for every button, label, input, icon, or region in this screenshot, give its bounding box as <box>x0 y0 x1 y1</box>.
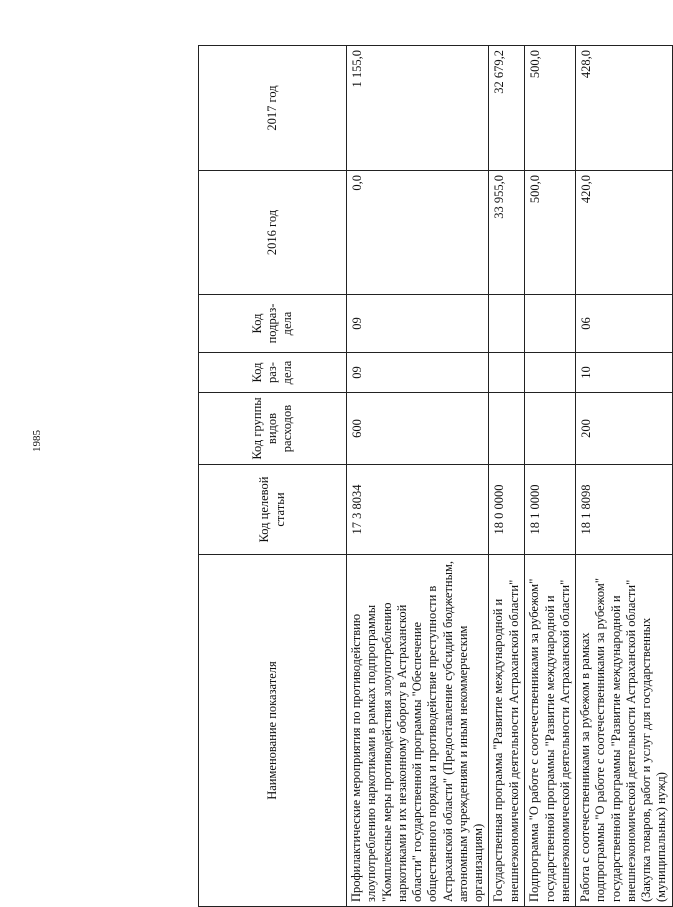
row-subsection <box>489 295 525 353</box>
row-section <box>489 353 525 393</box>
row-target-code: 17 3 8034 <box>347 465 489 555</box>
row-2016: 420,0 <box>576 171 673 295</box>
row-target-code: 18 1 0000 <box>525 465 576 555</box>
table-header-row <box>199 46 347 907</box>
budget-table <box>198 45 673 907</box>
header-section: Код раз-дела <box>199 353 347 393</box>
row-section: 10 <box>576 353 673 393</box>
row-2016: 500,0 <box>525 171 576 295</box>
table-row <box>347 46 489 907</box>
row-target-code: 18 0 0000 <box>489 465 525 555</box>
header-2016: 2016 год <box>199 171 347 295</box>
header-target-code: Код целевой статьи <box>199 465 347 555</box>
row-section <box>525 353 576 393</box>
row-target-code: 18 1 8098 <box>576 465 673 555</box>
header-name: Наименование показателя <box>199 555 347 907</box>
row-2017: 428,0 <box>576 46 673 171</box>
row-expense-group <box>525 393 576 465</box>
row-expense-group: 200 <box>576 393 673 465</box>
row-subsection <box>525 295 576 353</box>
table-row <box>525 46 576 907</box>
row-name: Работа с соотечественниками за рубежом в рамках подпрограммы "О работе с соотечественниками за рубежом" государственной программы "Развитие международной и внешнеэкономической деятельности Астраханской области" (Закупка товаров, работ и услуг для государственных (муниципальных) нужд) <box>576 555 673 907</box>
budget-table-container <box>198 46 669 907</box>
row-2016: 33 955,0 <box>489 171 525 295</box>
row-expense-group: 600 <box>347 393 489 465</box>
row-name: Профилактические мероприятия по противодействию злоупотреблению наркотиками в рамках подпрограммы "Комплексные меры противодействия злоупотреблению наркотиками и их незаконному обороту в Астраханской области" государственной программы "Обеспечение общественного порядка и противодействие преступности в Астраханской области" (Предоставление субсидий бюджетным, автономным учреждениям и иным некоммерческим организациям) <box>347 555 489 907</box>
row-expense-group <box>489 393 525 465</box>
header-subsection: Код подраз-дела <box>199 295 347 353</box>
row-2017: 1 155,0 <box>347 46 489 171</box>
row-2016: 0,0 <box>347 171 489 295</box>
header-expense-group: Код группы видов расходов <box>199 393 347 465</box>
table-row <box>576 46 673 907</box>
table-row <box>489 46 525 907</box>
row-2017: 500,0 <box>525 46 576 171</box>
page-number: 1985 <box>31 430 43 452</box>
row-subsection: 09 <box>347 295 489 353</box>
row-subsection: 06 <box>576 295 673 353</box>
row-2017: 32 679,2 <box>489 46 525 171</box>
row-section: 09 <box>347 353 489 393</box>
row-name: Государственная программа "Развитие международной и внешнеэкономической деятельности Астраханской области" <box>489 555 525 907</box>
row-name: Подпрограмма "О работе с соотечественниками за рубежом" государственной программы "Развитие международной и внешнеэкономической деятельности Астраханской области" <box>525 555 576 907</box>
header-2017: 2017 год <box>199 46 347 171</box>
